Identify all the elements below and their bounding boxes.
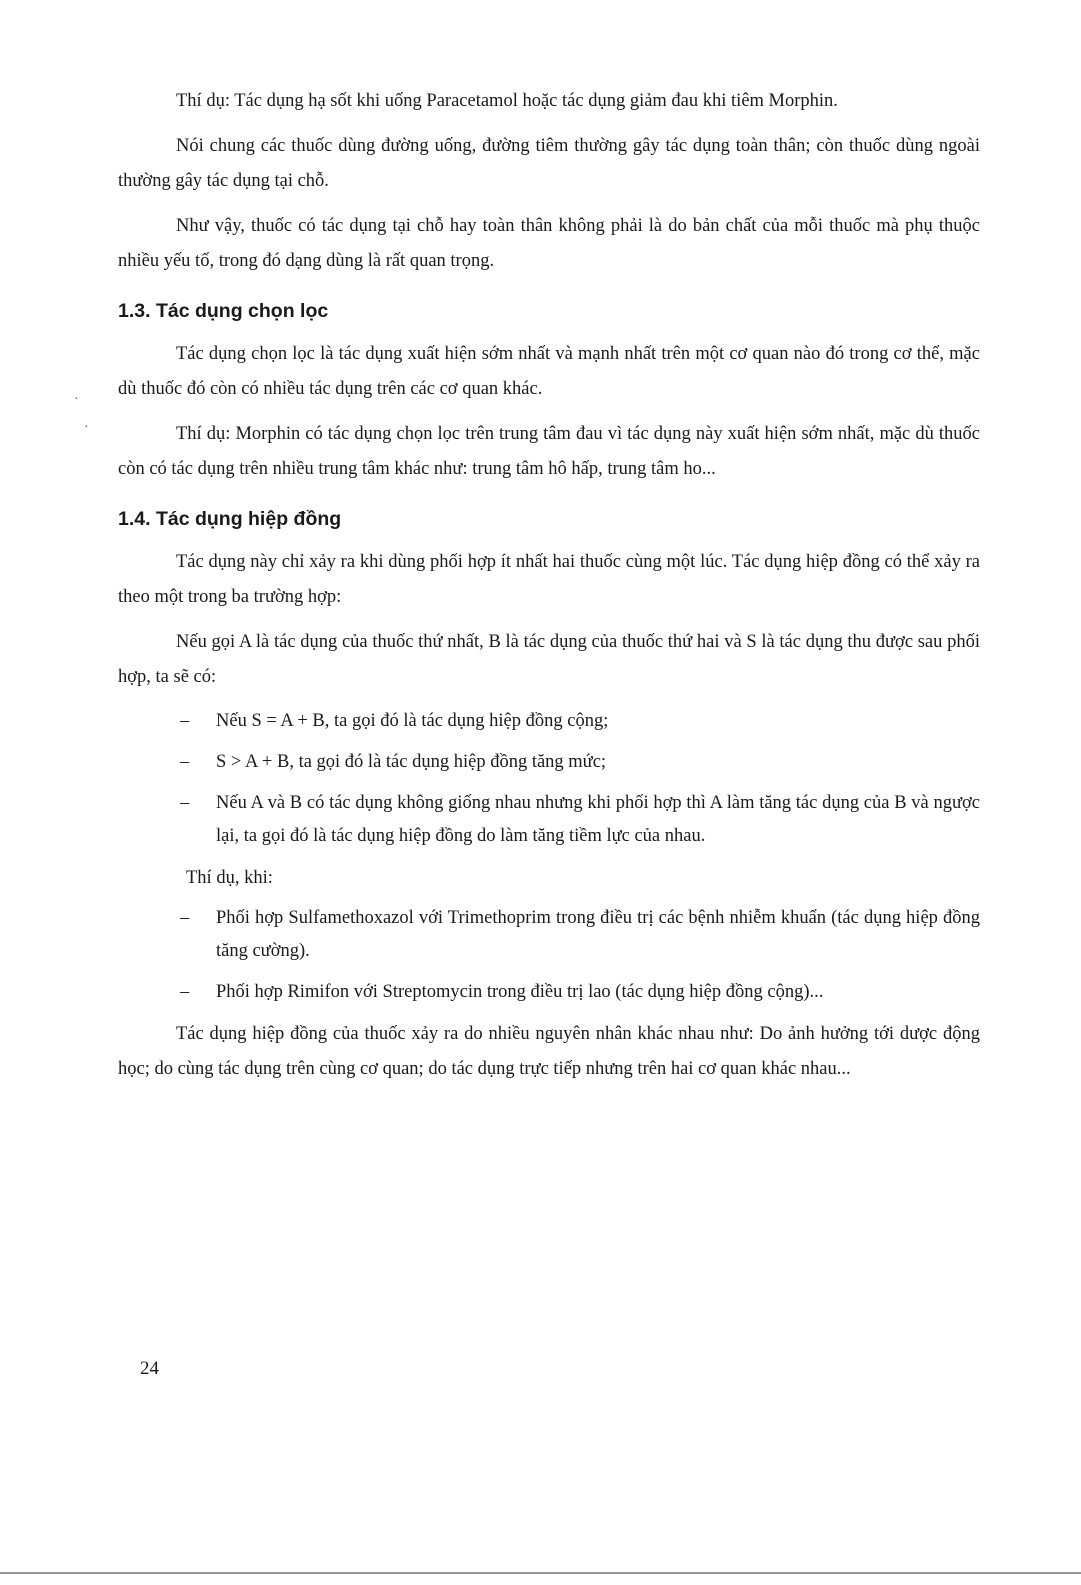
dash-bullet: – [180, 711, 190, 731]
list-item: – S > A + B, ta gọi đó là tác dụng hiệp đồng tăng mức; [118, 746, 980, 779]
example-lead: Thí dụ, khi: [186, 868, 273, 888]
scan-margin-mark: · [84, 420, 89, 435]
list-item: – Phối hợp Rimifon với Streptomycin trong điều trị lao (tác dụng hiệp đồng cộng)... [118, 976, 980, 1009]
list-item: – Phối hợp Sulfamethoxazol với Trimethoprim trong điều trị các bệnh nhiễm khuẩn (tác dụng hiệp đồng tăng cường). [118, 902, 980, 968]
paragraph: Tác dụng này chỉ xảy ra khi dùng phối hợp ít nhất hai thuốc cùng một lúc. Tác dụng hiệp đồng có thể xảy ra theo một trong ba trường hợp: [118, 552, 980, 607]
dash-bullet: – [180, 982, 190, 1002]
page-number: 24 [140, 1358, 159, 1379]
body-text [118, 84, 980, 1097]
paragraph: Thí dụ: Morphin có tác dụng chọn lọc trên trung tâm đau vì tác dụng này xuất hiện sớm nhất, mặc dù thuốc còn có tác dụng trên nhiều trung tâm khác như: trung tâm hô hấp, trung tâm ho... [118, 424, 980, 479]
dash-bullet: – [180, 793, 190, 813]
dash-bullet: – [180, 908, 190, 928]
paragraph: Nói chung các thuốc dùng đường uống, đường tiêm thường gây tác dụng toàn thân; còn thuốc dùng ngoài thường gây tác dụng tại chỗ. [118, 136, 980, 191]
paragraph: Nếu gọi A là tác dụng của thuốc thứ nhất, B là tác dụng của thuốc thứ hai và S là tác dụng thu được sau phối hợp, ta sẽ có: [118, 632, 980, 687]
scan-margin-mark: · [74, 392, 79, 407]
section-heading-1-3: 1.3. Tác dụng chọn lọc [118, 300, 329, 322]
examples-list [118, 902, 980, 1009]
synergy-cases-list [118, 705, 980, 853]
section-heading-1-4: 1.4. Tác dụng hiệp đồng [118, 508, 342, 530]
paragraph: Như vậy, thuốc có tác dụng tại chỗ hay toàn thân không phải là do bản chất của mỗi thuốc mà phụ thuộc nhiều yếu tố, trong đó dạng dùng là rất quan trọng. [118, 216, 980, 271]
scan-edge-line [0, 1572, 1081, 1574]
paragraph: Thí dụ: Tác dụng hạ sốt khi uống Paracetamol hoặc tác dụng giảm đau khi tiêm Morphin. [176, 91, 838, 111]
paragraph: Tác dụng chọn lọc là tác dụng xuất hiện sớm nhất và mạnh nhất trên một cơ quan nào đó trong cơ thể, mặc dù thuốc đó còn có nhiều tác dụng trên các cơ quan khác. [118, 344, 980, 399]
list-item: – Nếu A và B có tác dụng không giống nhau nhưng khi phối hợp thì A làm tăng tác dụng của B và ngược lại, ta gọi đó là tác dụng hiệp đồng do làm tăng tiềm lực của nhau. [118, 787, 980, 853]
list-item: – Nếu S = A + B, ta gọi đó là tác dụng hiệp đồng cộng; [118, 705, 980, 738]
paragraph: Tác dụng hiệp đồng của thuốc xảy ra do nhiều nguyên nhân khác nhau như: Do ảnh hưởng tới dược động học; do cùng tác dụng trên cùng cơ quan; do tác dụng trực tiếp nhưng trên hai cơ quan khác nhau... [118, 1024, 980, 1079]
dash-bullet: – [180, 752, 190, 772]
